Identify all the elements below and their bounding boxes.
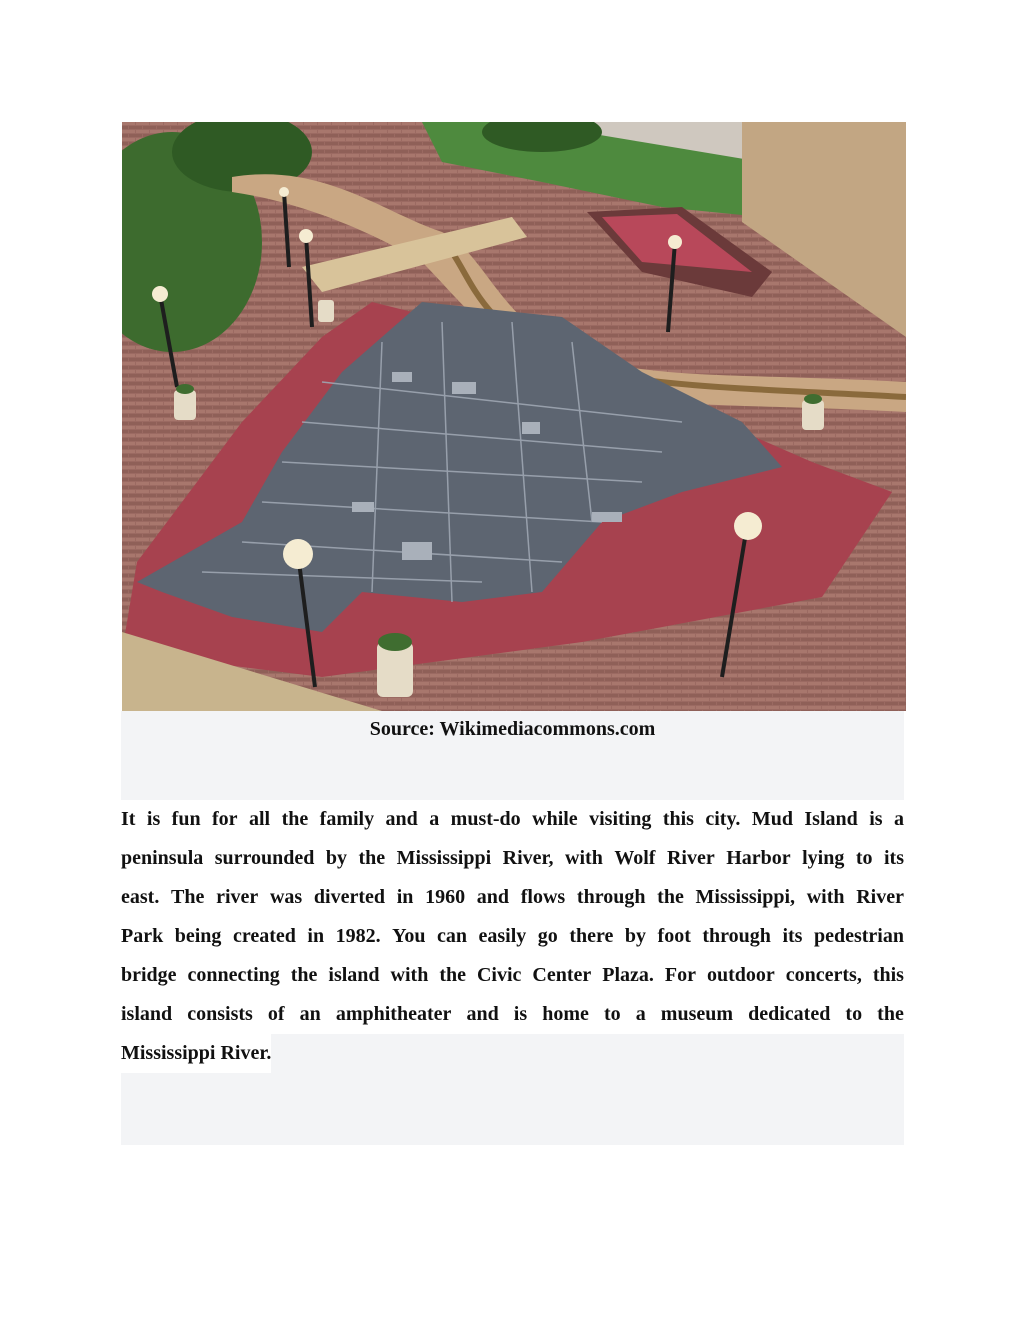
riverwalk-photo <box>122 122 906 711</box>
paragraph-line: east. The river was diverted in 1960 and flows through the Mississippi, with River <box>121 878 904 917</box>
body-paragraph <box>121 800 904 1073</box>
paragraph-line: Mississippi River. <box>121 1034 904 1073</box>
image-caption: Source: Wikimediacommons.com <box>369 718 656 740</box>
paragraph-line: island consists of an amphitheater and is home to a museum dedicated to the <box>121 995 904 1034</box>
paragraph-line: peninsula surrounded by the Mississippi River, with Wolf River Harbor lying to its <box>121 839 904 878</box>
paragraph-line: It is fun for all the family and a must-do while visiting this city. Mud Island is a <box>121 800 904 839</box>
paragraph-line: bridge connecting the island with the Civic Center Plaza. For outdoor concerts, this <box>121 956 904 995</box>
paragraph-line: Park being created in 1982. You can easily go there by foot through its pedestrian <box>121 917 904 956</box>
